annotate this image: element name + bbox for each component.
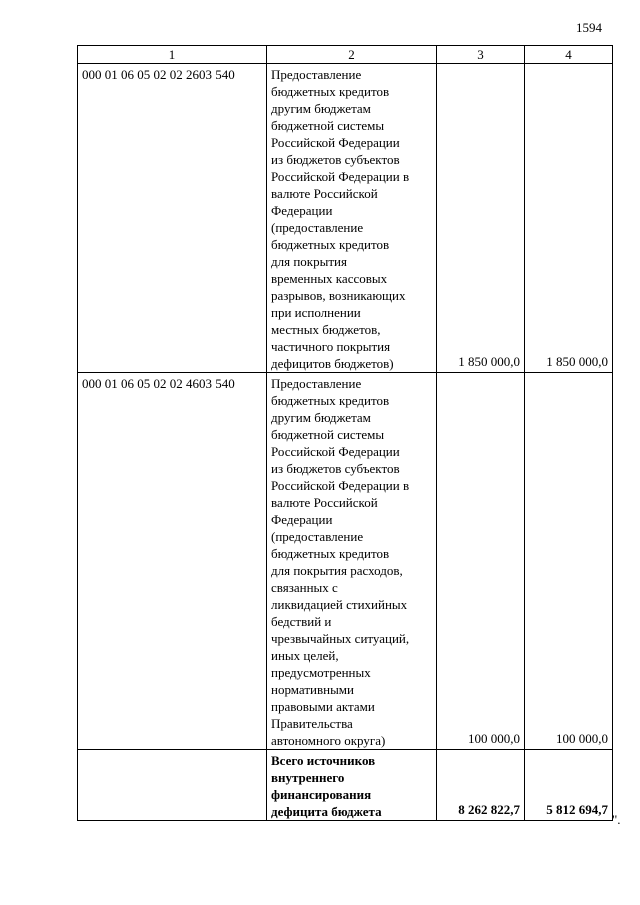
description-line: разрывов, возникающих bbox=[271, 288, 406, 303]
description-line: (предоставление bbox=[271, 529, 364, 544]
description-line: частичного покрытия bbox=[271, 339, 391, 354]
total-col4: 5 812 694,7 bbox=[525, 750, 613, 821]
description-line: иных целей, bbox=[271, 648, 339, 663]
total-label-line: внутреннего bbox=[271, 770, 345, 785]
description-line: Российской Федерации bbox=[271, 135, 400, 150]
description-line: бюджетной системы bbox=[271, 118, 385, 133]
description-line: связанных с bbox=[271, 580, 338, 595]
description-line: из бюджетов субъектов bbox=[271, 152, 400, 167]
total-label-line: Всего источников bbox=[271, 753, 376, 768]
table-row bbox=[78, 373, 613, 750]
description-line: другим бюджетам bbox=[271, 101, 371, 116]
description-line: бедствий и bbox=[271, 614, 332, 629]
total-code-cell bbox=[78, 750, 267, 821]
description-line: Правительства bbox=[271, 716, 353, 731]
description-line: временных кассовых bbox=[271, 271, 388, 286]
amount-col4: 100 000,0 bbox=[525, 373, 613, 750]
description-line: Российской Федерации в bbox=[271, 478, 410, 493]
description-line: Предоставление bbox=[271, 67, 362, 82]
column-header-4: 4 bbox=[525, 46, 613, 64]
budget-code: 000 01 06 05 02 02 4603 540 bbox=[78, 373, 267, 750]
description-line: другим бюджетам bbox=[271, 410, 371, 425]
table-header-row bbox=[78, 46, 613, 64]
description-line: при исполнении bbox=[271, 305, 361, 320]
column-header-1: 1 bbox=[78, 46, 267, 64]
total-col3: 8 262 822,7 bbox=[437, 750, 525, 821]
amount-col3: 100 000,0 bbox=[437, 373, 525, 750]
column-header-2: 2 bbox=[267, 46, 437, 64]
description-line: дефицитов бюджетов) bbox=[271, 356, 394, 371]
row-description bbox=[267, 373, 437, 750]
closing-quote-mark: ". bbox=[612, 812, 621, 827]
amount-col3: 1 850 000,0 bbox=[437, 64, 525, 373]
description-line: (предоставление bbox=[271, 220, 364, 235]
description-line: валюте Российской bbox=[271, 495, 378, 510]
budget-code: 000 01 06 05 02 02 2603 540 bbox=[78, 64, 267, 373]
sources-table bbox=[77, 45, 613, 821]
total-label bbox=[267, 750, 437, 821]
total-row bbox=[78, 750, 613, 821]
description-line: автономного округа) bbox=[271, 733, 386, 748]
total-label-line: дефицита бюджета bbox=[271, 804, 382, 819]
description-line: бюджетных кредитов bbox=[271, 546, 390, 561]
description-line: из бюджетов субъектов bbox=[271, 461, 400, 476]
description-line: бюджетной системы bbox=[271, 427, 385, 442]
description-line: бюджетных кредитов bbox=[271, 84, 390, 99]
total-label-line: финансирования bbox=[271, 787, 372, 802]
description-line: для покрытия bbox=[271, 254, 347, 269]
description-line: ликвидацией стихийных bbox=[271, 597, 408, 612]
description-line: Федерации bbox=[271, 203, 333, 218]
description-line: бюджетных кредитов bbox=[271, 393, 390, 408]
row-description bbox=[267, 64, 437, 373]
description-line: Предоставление bbox=[271, 376, 362, 391]
amount-col4: 1 850 000,0 bbox=[525, 64, 613, 373]
description-line: для покрытия расходов, bbox=[271, 563, 403, 578]
description-line: Российской Федерации bbox=[271, 444, 400, 459]
description-line: местных бюджетов, bbox=[271, 322, 381, 337]
description-line: Федерации bbox=[271, 512, 333, 527]
column-header-3: 3 bbox=[437, 46, 525, 64]
page-number: 1594 bbox=[576, 20, 602, 35]
description-line: Российской Федерации в bbox=[271, 169, 410, 184]
description-line: бюджетных кредитов bbox=[271, 237, 390, 252]
description-line: предусмотренных bbox=[271, 665, 371, 680]
description-line: чрезвычайных ситуаций, bbox=[271, 631, 410, 646]
description-line: нормативными bbox=[271, 682, 354, 697]
table-row bbox=[78, 64, 613, 373]
description-line: правовыми актами bbox=[271, 699, 375, 714]
description-line: валюте Российской bbox=[271, 186, 378, 201]
